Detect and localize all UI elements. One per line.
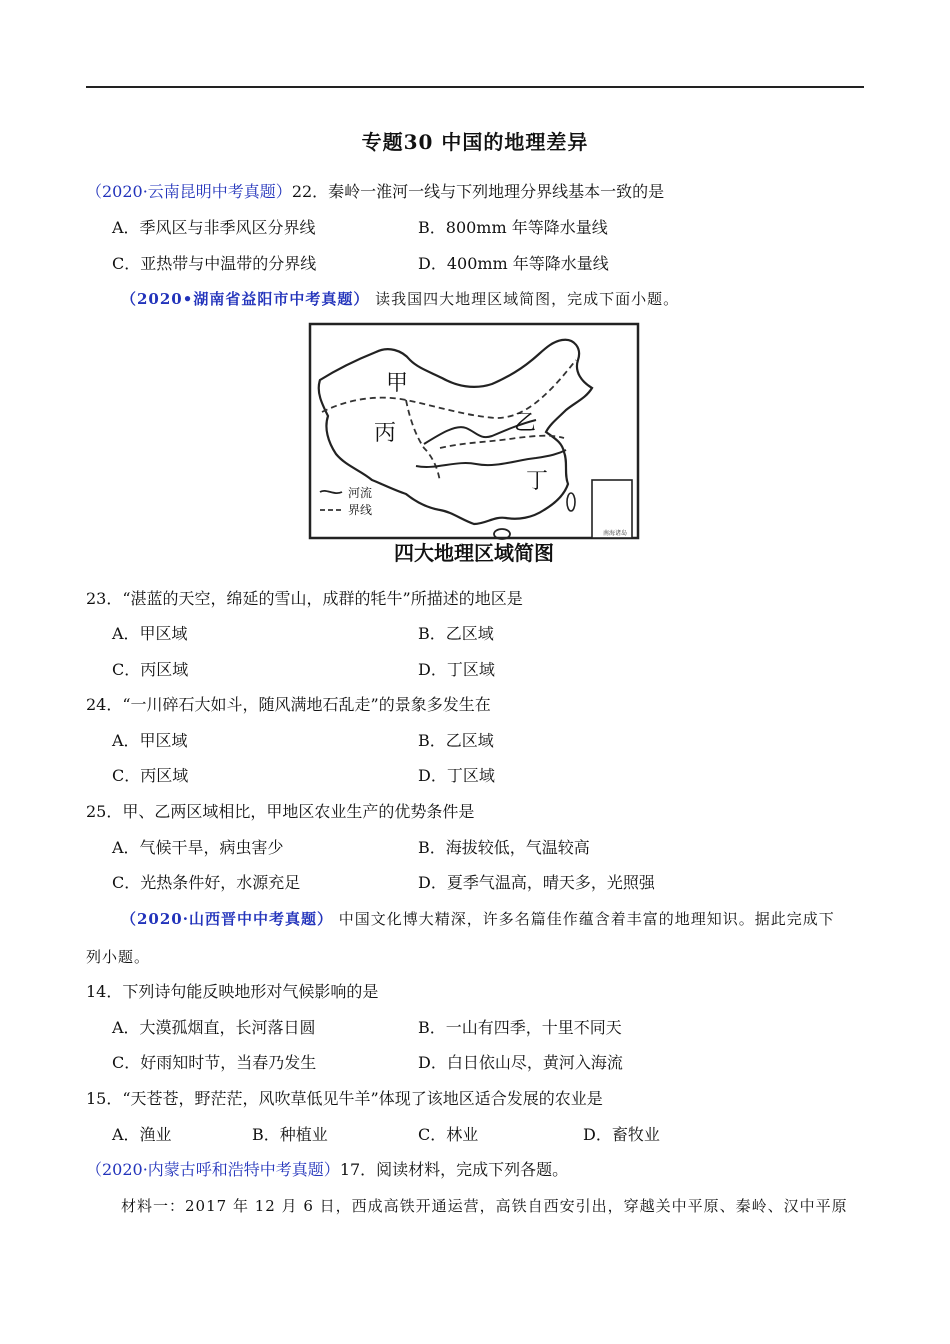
option-b: B．海拔较低，气温较高 <box>418 838 590 857</box>
option-a: A．大漠孤烟直，长河落日圆 <box>112 1018 316 1037</box>
option-d: D．白日依山尽，黄河入海流 <box>418 1053 623 1072</box>
region-label-bing: 丙 <box>374 420 397 445</box>
option-a: A．渔业 <box>112 1125 172 1144</box>
legend-river-label: 河流 <box>348 486 373 500</box>
group-intro-1 <box>121 288 679 310</box>
legend-boundary-label: 界线 <box>348 503 373 517</box>
question-25: 25．甲、乙两区域相比，甲地区农业生产的优势条件是 <box>86 802 475 821</box>
option-d: D．400mm 年等降水量线 <box>418 254 609 273</box>
option-c: C．丙区域 <box>112 766 189 785</box>
option-b: B．一山有四季，十里不同天 <box>418 1018 622 1037</box>
question-source: （2020·山西晋中中考真题） <box>121 910 333 928</box>
option-b: B．乙区域 <box>418 624 494 643</box>
option-c: C．丙区域 <box>112 660 189 679</box>
material-1: 材料一：2017 年 12 月 6 日，西成高铁开通运营，高铁自西安引出，穿越关中平原、秦岭、汉中平原 <box>121 1197 848 1215</box>
question-source: （2020·内蒙古呼和浩特中考真题） <box>86 1160 340 1179</box>
option-c: C．好雨知时节，当春乃发生 <box>112 1053 317 1072</box>
inset-note: 南海诸岛 <box>603 530 628 537</box>
option-a: A．甲区域 <box>112 624 188 643</box>
question-14: 14．下列诗句能反映地形对气候影响的是 <box>86 982 379 1001</box>
map-caption: 四大地理区域简图 <box>394 543 554 565</box>
question-22 <box>86 181 664 203</box>
question-24: 24．“一川碎石大如斗，随风满地石乱走”的景象多发生在 <box>86 695 491 714</box>
option-b: B．800mm 年等降水量线 <box>418 218 608 237</box>
header-rule <box>86 86 864 88</box>
option-d: D．丁区域 <box>418 766 495 785</box>
map-figure <box>306 320 642 566</box>
option-b: B．种植业 <box>252 1125 328 1144</box>
option-c: C．光热条件好，水源充足 <box>112 873 301 892</box>
question-23: 23．“湛蓝的天空，绵延的雪山，成群的牦牛”所描述的地区是 <box>86 589 523 608</box>
region-label-jia: 甲 <box>386 370 409 395</box>
question-17 <box>86 1159 568 1181</box>
option-d: D．畜牧业 <box>583 1125 660 1144</box>
option-a: A．气候干旱，病虫害少 <box>112 838 284 857</box>
question-source: （2020•湖南省益阳市中考真题） <box>121 290 370 308</box>
question-15: 15．“天苍苍，野茫茫，风吹草低见牛羊”体现了该地区适合发展的农业是 <box>86 1089 603 1108</box>
option-d: D．夏季气温高，晴天多，光照强 <box>418 873 655 892</box>
option-c: C．林业 <box>418 1125 479 1144</box>
option-c: C．亚热带与中温带的分界线 <box>112 254 317 273</box>
question-stem: 22．秦岭一淮河一线与下列地理分界线基本一致的是 <box>291 182 665 201</box>
group-intro-2 <box>121 908 835 930</box>
option-a: A．季风区与非季风区分界线 <box>112 218 316 237</box>
page-title: 专题30 中国的地理差异 <box>361 130 589 154</box>
region-label-ding: 丁 <box>526 468 549 493</box>
china-regions-map <box>306 320 642 566</box>
question-stem: 17．阅读材料，完成下列各题。 <box>339 1160 569 1179</box>
option-a: A．甲区域 <box>112 731 188 750</box>
group-intro-2-cont: 列小题。 <box>86 948 151 966</box>
question-source: （2020·云南昆明中考真题） <box>86 182 292 201</box>
option-d: D．丁区域 <box>418 660 495 679</box>
region-label-yi: 乙 <box>514 410 537 435</box>
group-intro-text: 读我国四大地理区域简图，完成下面小题。 <box>375 290 680 308</box>
option-b: B．乙区域 <box>418 731 494 750</box>
group-intro-text: 中国文化博大精深，许多名篇佳作蕴含着丰富的地理知识。据此完成下 <box>338 910 835 928</box>
